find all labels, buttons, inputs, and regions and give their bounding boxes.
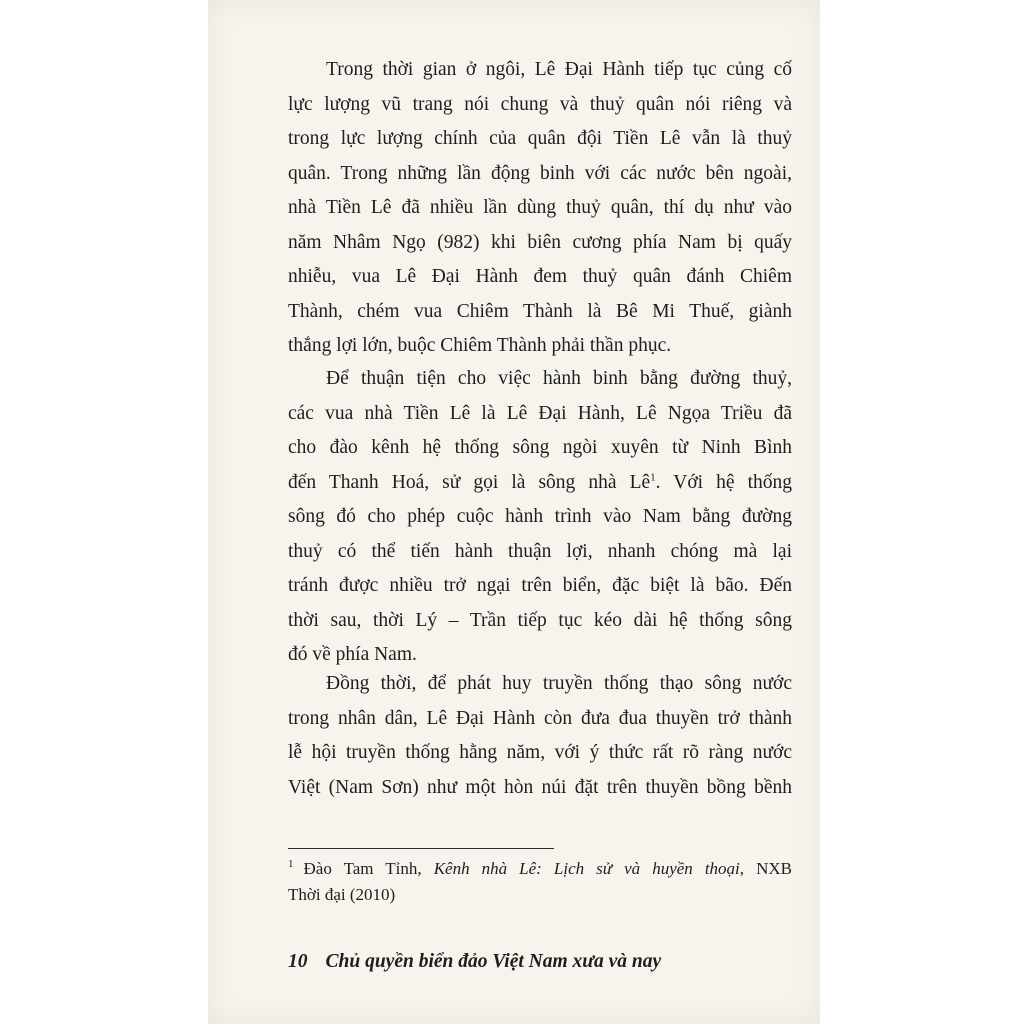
paragraph-line: năm Nhâm Ngọ (982) khi biên cương phía Nam bị quấy — [288, 231, 792, 253]
footnote-publisher: , NXB — [739, 859, 792, 878]
footnote — [288, 856, 792, 908]
paragraph-line: quân. Trong những lần động binh với các nước bên ngoài, — [288, 162, 792, 184]
running-title: Chủ quyền biển đảo Việt Nam xưa và nay — [325, 951, 662, 972]
paragraph-line — [288, 466, 792, 501]
paragraph-line: tránh được nhiều trở ngại trên biển, đặc biệt là bão. Đến — [288, 575, 792, 596]
paragraph-line: sông đó cho phép cuộc hành trình vào Nam bằng đường — [288, 506, 792, 527]
paragraph-line: đó về phía Nam. — [288, 644, 417, 665]
paragraph-line: thuỷ có thể tiến hành thuận lợi, nhanh chóng mà lại — [288, 540, 792, 562]
paragraph-line: thắng lợi lớn, buộc Chiêm Thành phải thần phục. — [288, 335, 672, 356]
paragraph-line-text: đến Thanh Hoá, sử gọi là sông nhà Lê — [288, 471, 651, 493]
paragraph-line: lực lượng vũ trang nói chung và thuỷ quân nói riêng và — [288, 93, 792, 115]
paragraph-line: Để thuận tiện cho việc hành binh bằng đường thuỷ, — [326, 368, 792, 389]
paragraph-line: Đồng thời, để phát huy truyền thống thạo sông nước — [326, 673, 792, 694]
paragraph-line-text: . Với hệ thống — [655, 471, 792, 493]
footnote-author: Đào Tam Tỉnh, — [303, 859, 434, 878]
paragraph-line: lễ hội truyền thống hằng năm, với ý thức rất rõ ràng nước — [288, 742, 792, 763]
footnote-title: Kênh nhà Lê: Lịch sử và huyền thoại — [433, 859, 740, 878]
paragraph-line: Thành, chém vua Chiêm Thành là Bê Mi Thuế, giành — [288, 300, 792, 322]
paragraph-line: trong nhân dân, Lê Đại Hành còn đưa đua thuyền trở thành — [288, 707, 792, 729]
page-footer — [288, 951, 661, 973]
paragraph-line: nhà Tiền Lê đã nhiều lần dùng thuỷ quân, thí dụ như vào — [288, 197, 792, 218]
footnote-line: Thời đại (2010) — [288, 885, 396, 904]
paragraph-line: thời sau, thời Lý – Trần tiếp tục kéo dài hệ thống sông — [288, 609, 792, 631]
paragraph-line: Việt (Nam Sơn) như một hòn núi đặt trên thuyền bồng bềnh — [288, 776, 792, 798]
paragraph-line: trong lực lượng chính của quân đội Tiền Lê vẫn là thuỷ — [288, 128, 792, 149]
footnote-marker: 1 — [288, 858, 294, 871]
footnote-reference: 1 — [650, 471, 656, 483]
paragraph-line: Trong thời gian ở ngôi, Lê Đại Hành tiếp tục củng cố — [326, 59, 792, 80]
page-number: 10 — [288, 951, 308, 972]
footnote-separator — [288, 848, 554, 849]
paragraph-3 — [288, 667, 792, 805]
paragraph-line: cho đào kênh hệ thống sông ngòi xuyên từ Ninh Bình — [288, 437, 792, 458]
paragraph-1 — [288, 53, 792, 364]
footnote-line — [288, 856, 792, 882]
paragraph-line: nhiễu, vua Lê Đại Hành đem thuỷ quân đánh Chiêm — [288, 266, 792, 287]
paragraph-line: các vua nhà Tiền Lê là Lê Đại Hành, Lê Ngọa Triều đã — [288, 402, 792, 424]
paragraph-2 — [288, 362, 792, 673]
